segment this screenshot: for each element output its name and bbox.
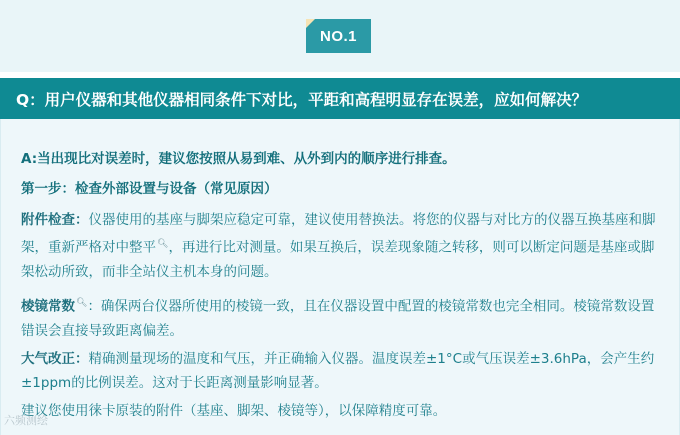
prism-constant-text: ：确保两台仪器所使用的棱镜一致，且在仪器设置中配置的棱镜常数也完全相同。棱镜常数设置错误会直接导致距离偏差。 bbox=[21, 298, 655, 339]
question-bar bbox=[0, 78, 680, 119]
step-one-heading: 第一步：检查外部设置与设备（常见原因） bbox=[21, 181, 278, 197]
accessory-check-paragraph bbox=[21, 208, 666, 284]
search-icon[interactable]: 🔍︎ bbox=[157, 239, 169, 249]
search-icon[interactable]: 🔍︎ bbox=[76, 298, 88, 308]
atmosphere-correction-paragraph bbox=[21, 347, 666, 395]
accessory-check-label: 附件检查： bbox=[21, 212, 89, 228]
watermark-text: 六频测绘 bbox=[4, 414, 48, 427]
atmosphere-correction-label: 大气改正： bbox=[21, 351, 89, 367]
answer-lead: A:当出现比对误差时，建议您按照从易到难、从外到内的顺序进行排查。 bbox=[21, 151, 456, 167]
prism-constant-label: 棱镜常数 bbox=[21, 298, 75, 315]
number-badge bbox=[306, 19, 371, 53]
prism-constant-paragraph bbox=[21, 291, 666, 343]
answer-panel bbox=[0, 119, 680, 435]
badge-label: NO.1 bbox=[319, 27, 357, 45]
advice-text: 建议您使用徕卡原装的附件（基座、脚架、棱镜等），以保障精度可靠。 bbox=[21, 403, 447, 419]
badge-corner-decoration bbox=[306, 19, 315, 28]
accessory-check-text-a: 仪器使用的基座与脚架应稳定可靠，建议使用替换法。将您的仪器与对比方的仪器互换基座和脚架，重新严格对中整平 bbox=[21, 212, 656, 256]
question-text: Q：用户仪器和其他仪器相同条件下对比，平距和高程明显存在误差，应如何解决？ bbox=[16, 90, 588, 109]
atmosphere-correction-text: 精确测量现场的温度和气压，并正确输入仪器。温度误差±1°C或气压误差±3.6hPa，会产生约±1ppm的比例误差。这对于长距离测量影响显著。 bbox=[21, 351, 655, 391]
accessory-check-text-b: ，再进行比对测量。如果互换后，误差现象随之转移，则可以断定问题是基座或脚架松动所致，而非全站仪主机本身的问题。 bbox=[21, 239, 655, 280]
